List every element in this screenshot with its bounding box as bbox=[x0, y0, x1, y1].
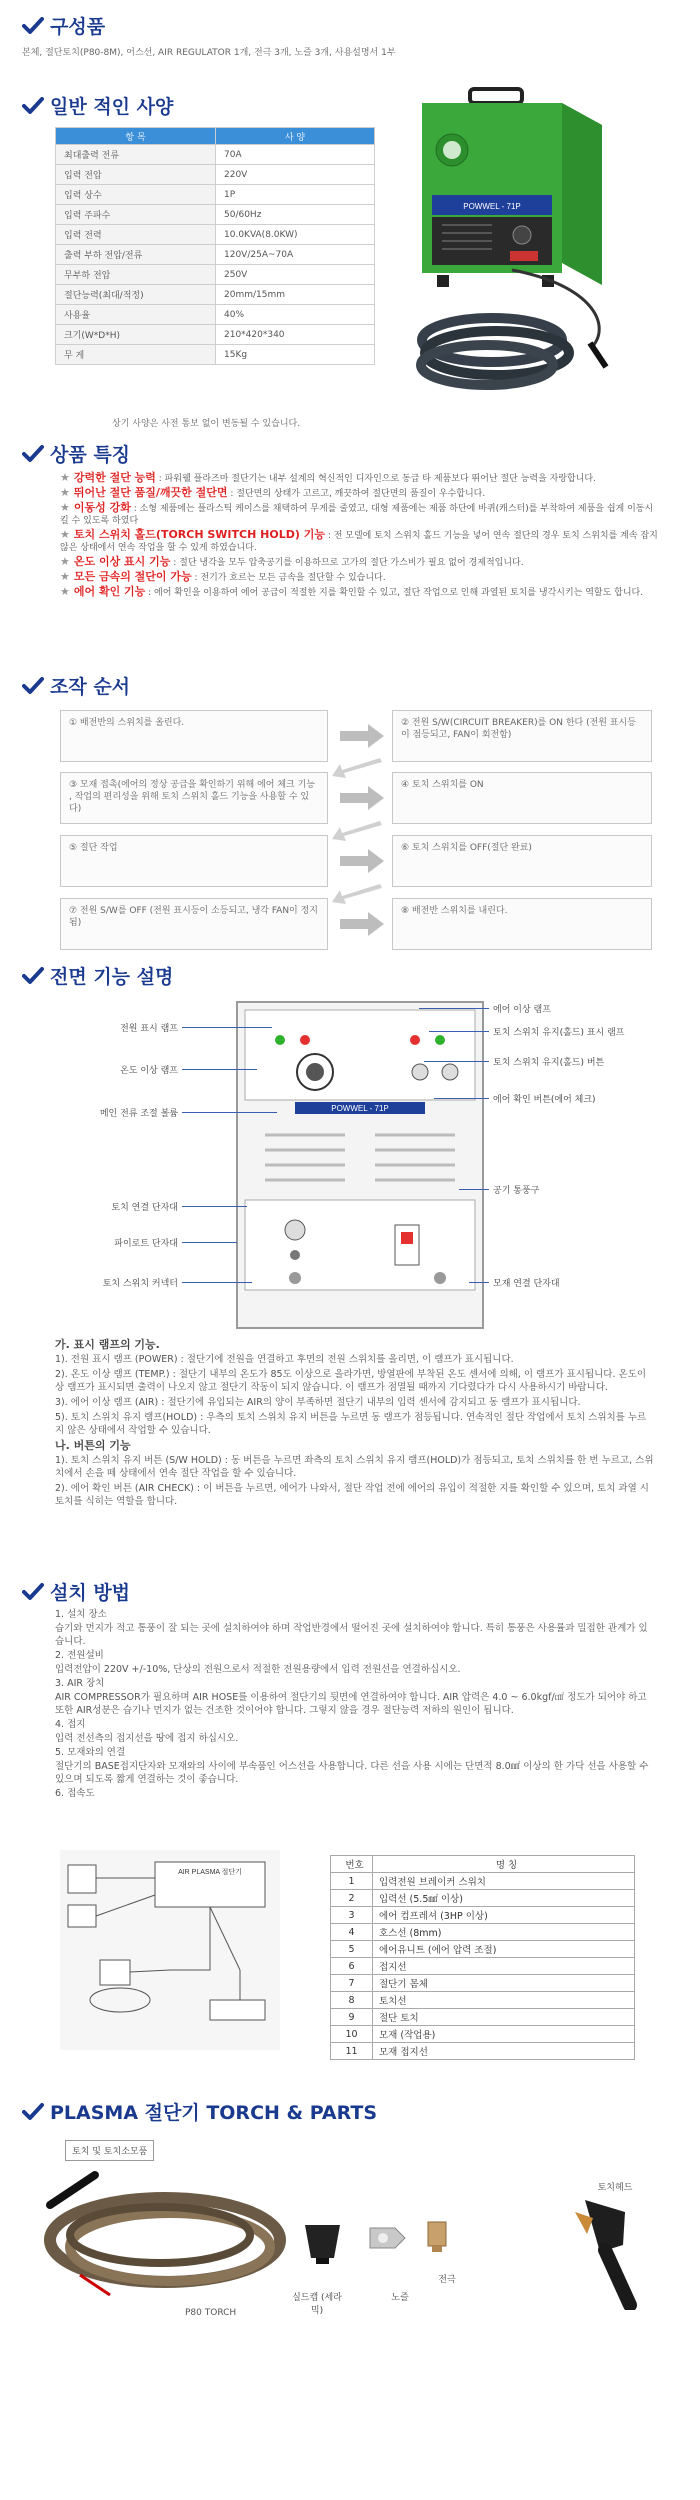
feature-item bbox=[60, 586, 660, 599]
install-line: 절단기의 BASE접지단자와 모재와의 사이에 부속품인 어스선을 사용합니다. 다른 선을 사용 시에는 단면적 8.0㎟ 이상의 한 가닥 선을 사용할 수 있으며 되도록 짧게 연결하는 것이 좋습니다. bbox=[55, 1761, 649, 1785]
feature-key: 토치 스위치 홀드(TORCH SWITCH HOLD) 기능 bbox=[73, 528, 325, 541]
parts-row bbox=[331, 2026, 635, 2043]
operation-section bbox=[22, 672, 682, 699]
arrow-diagonal-icon bbox=[332, 756, 388, 780]
desc-item: 1). 토치 스위치 유지 버튼 (S/W HOLD) : 동 버튼을 누르면 좌측의 토치 스위치 유지 램프(HOLD)가 점등되고, 토치 스위치를 한 번 누르고, 스위치에서 손을 떼 상태에서 연속 절단 작업을 할 수 있습니다. bbox=[55, 1455, 654, 1479]
parts-row bbox=[331, 2009, 635, 2026]
star-icon: ★ bbox=[60, 486, 70, 499]
install-line: 5. 모재와의 연결 bbox=[55, 1747, 126, 1758]
step-3: ③ 모재 접촉(에어의 정상 공급을 확인하기 위해 에어 체크 기능 , 작업의 편리성을 위해 토치 스위치 홀드 기능을 사용할 수 있다) bbox=[60, 772, 328, 824]
torch-tag: 토치 및 토치소모품 bbox=[65, 2140, 154, 2161]
feature-text: : 파워웰 플라즈마 절단기는 내부 설계의 혁신적인 디자인으로 동급 타 제품보다 뛰어난 절단 능력을 자랑합니다. bbox=[155, 474, 596, 484]
spec-key: 입력 주파수 bbox=[56, 205, 216, 225]
install-line: AIR COMPRESSOR가 필요하며 AIR HOSE를 이용하여 절단기의 뒷면에 연결하여야 합니다. AIR 압력은 4.0 ~ 6.0kgf/㎠ 정도가 되어야 하고 또한 AIR성분은 습기나 먼지가 없는 건조한 것이어야 합니다. 그렇지 않을 경우 절단능력 저하의 원인이 됩니다. bbox=[55, 1692, 647, 1716]
feature-key: 이동성 강화 bbox=[73, 501, 131, 514]
part-name: 절단기 몸체 bbox=[373, 1975, 635, 1992]
step-1: ① 배전반의 스위치를 올린다. bbox=[60, 710, 328, 762]
leader-line bbox=[182, 1206, 247, 1207]
feature-item bbox=[60, 571, 660, 584]
install-line: 1. 설치 장소 bbox=[55, 1609, 107, 1620]
spec-row bbox=[56, 285, 375, 305]
feature-item bbox=[60, 502, 660, 527]
step-5: ⑤ 절단 작업 bbox=[60, 835, 328, 887]
torch-section bbox=[22, 2098, 682, 2125]
parts-row bbox=[331, 1873, 635, 1890]
feature-text: : 전 모델에 토치 스위치 홀드 기능을 넣어 연속 절단의 경우 토치 스위치를 계속 잡지 않은 상태에서 연속 작업을 할 수 있게 하였습니다. bbox=[60, 531, 658, 553]
parts-table-wrap bbox=[330, 1855, 635, 2060]
leader-line bbox=[429, 1031, 489, 1032]
connection-diagram bbox=[60, 1850, 280, 2050]
install-line: 3. AIR 장치 bbox=[55, 1678, 105, 1689]
check-icon bbox=[22, 967, 44, 985]
part-label: 토치헤드 bbox=[597, 2183, 633, 2193]
section-title: PLASMA 절단기 TORCH & PARTS bbox=[50, 2102, 378, 2124]
spec-row bbox=[56, 165, 375, 185]
part-name: 절단 토치 bbox=[373, 2009, 635, 2026]
install-line: 입력전압이 220V +/-10%, 단상의 전원으로서 적절한 전원용량에서 입력 전원선을 연결하십시오. bbox=[55, 1664, 461, 1675]
check-icon bbox=[22, 1583, 44, 1601]
features-section bbox=[22, 440, 682, 467]
arrow-right-icon bbox=[340, 786, 384, 810]
nozzle-image bbox=[365, 2220, 410, 2260]
torch-label: P80 TORCH bbox=[185, 2308, 237, 2318]
install-line: 2. 전원설비 bbox=[55, 1650, 104, 1661]
leader-line bbox=[434, 1098, 489, 1099]
part-number: 11 bbox=[331, 2043, 373, 2060]
front-left-label: 토치 스위치 커넥터 bbox=[102, 1279, 178, 1289]
part-number: 7 bbox=[331, 1975, 373, 1992]
spec-value: 210*420*340 bbox=[216, 325, 375, 345]
feature-key: 모든 금속의 절단이 가능 bbox=[73, 570, 192, 583]
install-line: 습기와 먼지가 적고 통풍이 잘 되는 곳에 설치하여야 하며 작업반경에서 떨어진 곳에 설치하여야 합니다. 특히 통풍은 사용률과 밀접한 관계가 있습니다. bbox=[55, 1623, 648, 1647]
star-icon: ★ bbox=[60, 528, 70, 541]
leader-line bbox=[182, 1027, 272, 1028]
spec-key: 입력 전력 bbox=[56, 225, 216, 245]
spec-value: 220V bbox=[216, 165, 375, 185]
feature-item bbox=[60, 487, 660, 500]
install-line: 6. 접속도 bbox=[55, 1788, 95, 1799]
check-icon bbox=[22, 97, 44, 115]
arrow-right-icon bbox=[340, 849, 384, 873]
spec-row bbox=[56, 185, 375, 205]
install-line: 4. 접지 bbox=[55, 1719, 86, 1730]
machine-image bbox=[392, 85, 622, 425]
parts-row bbox=[331, 1975, 635, 1992]
install-line: 입력 전선측의 접지선을 땅에 접지 하십시오. bbox=[55, 1733, 239, 1744]
operation-heading bbox=[22, 672, 682, 699]
step-8: ⑧ 배전반 스위치를 내린다. bbox=[392, 898, 652, 950]
leader-line bbox=[182, 1282, 252, 1283]
spec-col-header: 항 목 bbox=[56, 128, 216, 145]
step-4: ④ 토치 스위치를 ON bbox=[392, 772, 652, 824]
section-title: 상품 특징 bbox=[50, 444, 131, 466]
part-number: 10 bbox=[331, 2026, 373, 2043]
spec-row bbox=[56, 225, 375, 245]
section-title: 구성품 bbox=[50, 16, 106, 38]
part-number: 2 bbox=[331, 1890, 373, 1907]
part-name: 모재 접지선 bbox=[373, 2043, 635, 2060]
leader-line bbox=[424, 1061, 489, 1062]
spec-key: 무부하 전압 bbox=[56, 265, 216, 285]
part-name: 호스선 (8mm) bbox=[373, 1924, 635, 1941]
feature-text: : 소형 제품에는 플라스틱 케이스를 채택하여 무게를 줄였고, 대형 제품에는 제품 하단에 바퀴(캐스터)를 부착하여 제품을 쉽게 이동시킬 수 있도록 하였다 bbox=[60, 504, 654, 526]
spec-row bbox=[56, 145, 375, 165]
spec-row bbox=[56, 205, 375, 225]
check-icon bbox=[22, 2103, 44, 2121]
parts-row bbox=[331, 1924, 635, 1941]
spec-note: 상기 사양은 사전 통보 없이 변동될 수 있습니다. bbox=[112, 419, 301, 429]
parts-row bbox=[331, 1958, 635, 1975]
spec-key: 사용율 bbox=[56, 305, 216, 325]
spec-table bbox=[55, 127, 375, 365]
spec-row bbox=[56, 265, 375, 285]
part-name: 입력전원 브레이커 스위치 bbox=[373, 1873, 635, 1890]
spec-value: 40% bbox=[216, 305, 375, 325]
features-heading bbox=[22, 440, 682, 467]
shield-cap-image bbox=[300, 2220, 345, 2270]
desc-item: 2). 에어 확인 버튼 (AIR CHECK) : 이 버튼을 누르면, 에어가 나와서, 절단 작업 전에 에어의 유입이 적절한 지를 확인할 수 있으며, 토치 과열 시 토치를 식히는 역할을 합니다. bbox=[55, 1483, 649, 1507]
feature-key: 강력한 절단 능력 bbox=[73, 471, 156, 484]
part-name: 토치선 bbox=[373, 1992, 635, 2009]
front-right-label: 공기 통풍구 bbox=[493, 1186, 540, 1196]
install-text bbox=[55, 1608, 655, 1801]
front-panel-drawing bbox=[235, 1000, 485, 1330]
spec-row bbox=[56, 305, 375, 325]
spec-row bbox=[56, 345, 375, 365]
part-name: 모재 (작업용) bbox=[373, 2026, 635, 2043]
leader-line bbox=[459, 1189, 489, 1190]
front-left-label: 온도 이상 램프 bbox=[120, 1066, 178, 1076]
electrode-image bbox=[420, 2218, 455, 2258]
part-number: 6 bbox=[331, 1958, 373, 1975]
install-section bbox=[22, 1578, 682, 1605]
leader-line bbox=[419, 1008, 489, 1009]
feature-item bbox=[60, 556, 660, 569]
arrow-right-icon bbox=[340, 724, 384, 748]
front-right-label: 토치 스위치 유지(홀드) 표시 램프 bbox=[493, 1028, 625, 1038]
machine-label: POWWEL - 71P bbox=[463, 202, 521, 211]
arrow-diagonal-icon bbox=[332, 882, 388, 906]
torch-image bbox=[40, 2165, 290, 2315]
part-number: 1 bbox=[331, 1873, 373, 1890]
spec-value: 70A bbox=[216, 145, 375, 165]
feature-list bbox=[60, 472, 660, 601]
part-number: 5 bbox=[331, 1941, 373, 1958]
spec-value: 20mm/15mm bbox=[216, 285, 375, 305]
section-title: 조작 순서 bbox=[50, 676, 131, 698]
part-name: 접지선 bbox=[373, 1958, 635, 1975]
part-number: 3 bbox=[331, 1907, 373, 1924]
section-title: 일반 적인 사양 bbox=[50, 96, 174, 118]
feature-item bbox=[60, 472, 660, 485]
arrow-diagonal-icon bbox=[332, 819, 388, 843]
spec-value: 15Kg bbox=[216, 345, 375, 365]
front-panel-heading bbox=[22, 962, 682, 989]
part-number: 8 bbox=[331, 1992, 373, 2009]
front-panel-section bbox=[22, 962, 682, 989]
step-2: ② 전원 S/W(CIRCUIT BREAKER)를 ON 한다 (전원 표시등이 점등되고, FAN이 회전함) bbox=[392, 710, 652, 762]
desc-item: 1). 전원 표시 램프 (POWER) : 절단기에 전원을 연결하고 후면의 전원 스위치를 올리면, 이 램프가 표시됩니다. bbox=[55, 1354, 514, 1365]
spec-value: 50/60Hz bbox=[216, 205, 375, 225]
part-number: 9 bbox=[331, 2009, 373, 2026]
desc-item: 2). 온도 이상 램프 (TEMP.) : 절단기 내부의 온도가 85도 이상으로 올라가면, 방열판에 부착된 온도 센서에 의해, 이 램프가 표시됩니다. 온도이상 램프가 표시되면 출력이 나오지 않고 절단기 작동이 되지 않습니다. 이 램프가 점멸될 때까지 기다렸다가 다시 사용하시기 바랍니다. bbox=[55, 1369, 647, 1393]
feature-text: : 절단 냉각을 모두 압축공기를 이용하므로 고가의 절단 가스비가 필요 없어 경제적입니다. bbox=[170, 558, 524, 568]
torch-heading bbox=[22, 2098, 682, 2125]
spec-value: 1P bbox=[216, 185, 375, 205]
parts-row bbox=[331, 1890, 635, 1907]
feature-text: : 에어 확인을 이용하여 에어 공급이 적절한 지를 확인할 수 있고, 절단 작업으로 인해 과열된 토치를 냉각시키는 역할도 합니다. bbox=[145, 588, 644, 598]
front-right-label: 에어 이상 램프 bbox=[493, 1005, 551, 1015]
front-right-label: 모재 연결 단자대 bbox=[493, 1279, 560, 1289]
star-icon: ★ bbox=[60, 471, 70, 484]
part-label: 전극 bbox=[438, 2275, 456, 2285]
spec-value: 250V bbox=[216, 265, 375, 285]
components-section bbox=[22, 12, 682, 59]
part-name: 입력선 (5.5㎟ 이상) bbox=[373, 1890, 635, 1907]
spec-value: 120V/25A~70A bbox=[216, 245, 375, 265]
front-right-label: 토치 스위치 유지(홀드) 버튼 bbox=[493, 1058, 605, 1068]
star-icon: ★ bbox=[60, 585, 70, 598]
spec-value: 10.0KVA(8.0KW) bbox=[216, 225, 375, 245]
step-7: ⑦ 전원 S/W를 OFF (전원 표시등이 소등되고, 냉각 FAN이 정지됨) bbox=[60, 898, 328, 950]
spec-key: 최대출력 전류 bbox=[56, 145, 216, 165]
spec-row bbox=[56, 325, 375, 345]
section-title: 전면 기능 설명 bbox=[50, 966, 174, 988]
spec-key: 절단능력(최대/적정) bbox=[56, 285, 216, 305]
desc-item: 3). 에어 이상 램프 (AIR) : 절단기에 유입되는 AIR의 양이 부족하면 절단기 내부의 입력 센서에 감지되고 동 램프가 표시됩니다. bbox=[55, 1397, 581, 1408]
feature-key: 에어 확인 기능 bbox=[73, 585, 146, 598]
spec-col-header: 사 양 bbox=[216, 128, 375, 145]
check-icon bbox=[22, 677, 44, 695]
feature-key: 뛰어난 절단 품질/깨끗한 절단면 bbox=[73, 486, 228, 499]
parts-row bbox=[331, 1992, 635, 2009]
part-name: 에어 컴프레셔 (3HP 이상) bbox=[373, 1907, 635, 1924]
parts-col-header: 명 칭 bbox=[373, 1856, 635, 1873]
components-heading bbox=[22, 12, 682, 39]
front-panel-description bbox=[55, 1338, 655, 1510]
install-heading bbox=[22, 1578, 682, 1605]
spec-key: 입력 상수 bbox=[56, 185, 216, 205]
parts-row bbox=[331, 1941, 635, 1958]
parts-table bbox=[330, 1855, 635, 2060]
part-number: 4 bbox=[331, 1924, 373, 1941]
part-label: 실드캡 (세라믹) bbox=[292, 2293, 342, 2316]
leader-line bbox=[182, 1112, 277, 1113]
front-left-label: 토치 연결 단자대 bbox=[111, 1203, 178, 1213]
spec-key: 크기(W*D*H) bbox=[56, 325, 216, 345]
star-icon: ★ bbox=[60, 501, 70, 514]
spec-row bbox=[56, 245, 375, 265]
desc-item: 5). 토치 스위치 유지 램프(HOLD) : 우측의 토치 스위치 유지 버튼을 누르면 동 램프가 점등됩니다. 연속적인 절단 작업에서 토치 스위치를 누르지 않은 상태에서 작업할 수 있습니다. bbox=[55, 1412, 647, 1436]
parts-col-header: 번호 bbox=[331, 1856, 373, 1873]
feature-text: : 전기가 흐르는 모든 금속을 절단할 수 있습니다. bbox=[191, 573, 386, 583]
front-left-label: 파이로트 단자대 bbox=[114, 1239, 178, 1249]
front-left-label: 전원 표시 램프 bbox=[120, 1024, 178, 1034]
feature-item bbox=[60, 529, 660, 554]
diagram-title: AIR PLASMA 절단기 bbox=[178, 1869, 242, 1876]
check-icon bbox=[22, 445, 44, 463]
front-right-label: 에어 확인 버튼(에어 체크) bbox=[493, 1095, 596, 1105]
star-icon: ★ bbox=[60, 555, 70, 568]
leader-line bbox=[182, 1069, 257, 1070]
desc-subheading: 가. 표시 램프의 기능. bbox=[55, 1338, 160, 1351]
parts-row bbox=[331, 1907, 635, 1924]
leader-line bbox=[469, 1282, 489, 1283]
section-title: 설치 방법 bbox=[50, 1582, 131, 1604]
part-name: 에어유니트 (에어 압력 조절) bbox=[373, 1941, 635, 1958]
parts-row bbox=[331, 2043, 635, 2060]
step-6: ⑥ 토치 스위치를 OFF(절단 완료) bbox=[392, 835, 652, 887]
panel-label: POWWEL - 71P bbox=[331, 1104, 389, 1113]
star-icon: ★ bbox=[60, 570, 70, 583]
front-left-label: 메인 전류 조절 볼륨 bbox=[99, 1109, 178, 1119]
spec-key: 무 게 bbox=[56, 345, 216, 365]
part-label: 노즐 bbox=[391, 2293, 409, 2303]
spec-key: 출력 부하 전압/전류 bbox=[56, 245, 216, 265]
torch-head-image bbox=[545, 2190, 645, 2310]
components-text: 본체, 절단토치(P80-8M), 어스선, AIR REGULATOR 1개, 전극 3개, 노즐 3개, 사용설명서 1부 bbox=[22, 48, 396, 58]
feature-key: 온도 이상 표시 기능 bbox=[73, 555, 171, 568]
check-icon bbox=[22, 17, 44, 35]
desc-subheading: 나. 버튼의 기능 bbox=[55, 1439, 131, 1452]
leader-line bbox=[182, 1242, 237, 1243]
feature-text: : 절단면의 상태가 고르고, 깨끗하여 절단면의 품질이 우수합니다. bbox=[227, 489, 486, 499]
arrow-right-icon bbox=[340, 912, 384, 936]
spec-key: 입력 전압 bbox=[56, 165, 216, 185]
